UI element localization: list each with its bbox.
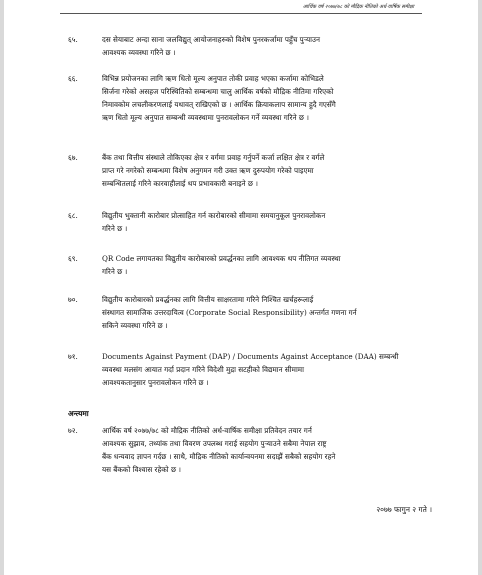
paragraph-line: सम्बन्धितलाई गरिने कारवाहीलाई थप प्रभावकारी बनाइने छ । <box>102 179 258 188</box>
paragraph-line: विद्युतीय भुक्तानी कारोबार प्रोत्साहित गर्न कारोबारको सीमामा समयानुकूल पुनरावलोकन <box>102 211 326 220</box>
paragraph-line: व्यवस्था मलसंग आयात गर्दा प्रदान गरिने विदेशी मुद्रा सटहीको विद्यमान सीमामा <box>102 365 304 374</box>
paragraph-line: सकिने व्यवस्था गरिने छ । <box>102 321 168 330</box>
paragraph-line: दस सेयाबाट अन्दा साना जलविद्युत् आयोजनाहरुको विशेष पुनरकर्जामा पहुँच पुऱ्याउन <box>102 35 320 44</box>
paragraph-65 <box>68 33 446 59</box>
paragraph-67 <box>68 151 446 190</box>
paragraph-line: आवश्यकतानुसार पुनरावलोकन गरिने छ । <box>102 378 209 387</box>
paragraph-line: संस्थागत सामाजिक उत्तरदायित्व (Corporate Social Responsibility) अन्तर्गत गणना गर्न <box>102 308 357 317</box>
paragraph-line: ऋण धितो मूल्य अनुपात सम्बन्धी व्यवस्थामा पुनरावलोकन गर्ने व्यवस्था गरिने छ । <box>102 113 309 122</box>
paragraph-line: प्राप्त गरे नगरेको सम्बन्धमा विशेष अनुगमन गरी उक्त ऋण दुरुपयोग गरेको पाइएमा <box>102 166 314 175</box>
paragraph-line: QR Code लगायतका विद्युतीय कारोबारको प्रवर्द्धनका लागि आवश्यक थप नीतिगत व्यवस्था <box>102 254 341 263</box>
paragraph-68 <box>68 209 446 235</box>
paragraph-69 <box>68 252 446 278</box>
paragraph-line: निमावकोम लचलीकरणलाई यथावत् राखिएको छ । आर्थिक क्रियाकलाप सामान्य हुदै गएसँगै <box>102 100 336 109</box>
paragraph-number: ६५. <box>68 35 78 44</box>
paragraph-line: सिर्जना गरेको असहज परिस्थितिको सम्बन्धमा चालु आर्थिक वर्षको मौद्रिक नीतिमा गरिएको <box>102 87 334 96</box>
paragraph-line: यस बैंकको विश्वास रहेको छ । <box>102 465 181 474</box>
paragraph-number: ६६. <box>68 74 78 83</box>
closing-heading: अन्त्यमा <box>68 409 89 418</box>
document-page <box>4 0 478 575</box>
paragraph-line: विभिन्न प्रयोजनका लागि ऋण धितो मूल्य अनुपात तोकी प्रवाह भएका कर्जामा कोभिडले <box>102 74 324 83</box>
paragraph-line: गरिने छ । <box>102 224 128 233</box>
paragraph-line: आवश्यक सुझाव, तथ्यांक तथा विवरण उपलब्ध गराई सहयोग पुऱ्याउने सबैमा नेपाल राष्ट्र <box>102 439 327 448</box>
paragraph-72 <box>68 424 446 476</box>
paragraph-number: ७२. <box>68 426 78 435</box>
paragraph-line: गरिने छ । <box>102 267 128 276</box>
paragraph-line: बैंक तथा वित्तीय संस्थाले तोकिएका क्षेत्र र वर्गमा प्रवाह गर्नुपर्ने कर्जा लक्षित क्षेत्र र वर्गले <box>102 153 325 162</box>
paragraph-number: ६७. <box>68 153 78 162</box>
paragraph-line: बैंक धन्यवाद ज्ञापन गर्दछ । साथै, मौद्रिक नीतिको कार्यान्वयनमा सदाझैं सबैको सहयोग रहने <box>102 452 336 461</box>
header-rule <box>60 13 422 14</box>
paragraph-line: आर्थिक वर्ष २०७७/७८ को मौद्रिक नीतिको अर्ध-वार्षिक समीक्षा प्रतिवेदन तयार गर्न <box>102 426 312 435</box>
paragraph-line: Documents Against Payment (DAP) / Documents Against Acceptance (DAA) सम्बन्धी <box>102 352 399 361</box>
paragraph-number: ७१. <box>68 352 78 361</box>
paragraph-71 <box>68 350 446 389</box>
date-signoff: २०७७ फागुन २ गते । <box>376 505 432 514</box>
paragraph-line: विद्युतीय कारोबारको प्रवर्द्धनका लागि वित्तीय साक्षरतामा गरिने निश्चित खर्चहरूलाई <box>102 295 314 304</box>
paragraph-number: ६८. <box>68 211 78 220</box>
paragraph-66 <box>68 72 446 124</box>
paragraph-number: ६९. <box>68 254 78 263</box>
paragraph-number: ७०. <box>68 295 78 304</box>
paragraph-70 <box>68 293 446 332</box>
running-header: आर्थिक वर्ष २०७७/७८ को मौद्रिक नीतिको अर्ध-वार्षिक समीक्षा <box>302 4 414 10</box>
paragraph-line: आवश्यक व्यवस्था गरिने छ । <box>102 48 176 57</box>
